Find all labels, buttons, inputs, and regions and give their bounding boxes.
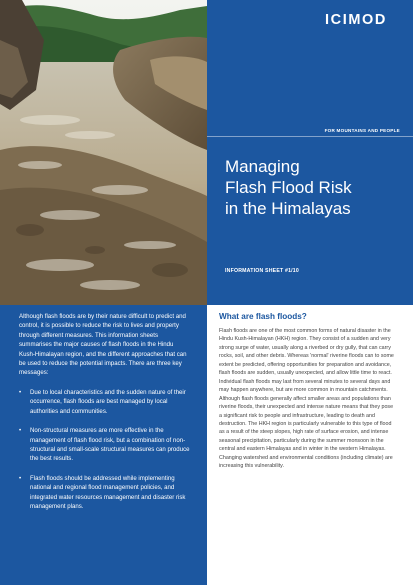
intro-paragraph: Although flash floods are by their nature difficult to predict and control, it is possible to reduce the risk to lives and property through different measures. This information sheets summarises the major causes of flash floods in the Hindu Kush-Himalayan region, and the different approaches that can be used to reduce the potential impacts. There are three key messages: xyxy=(19,313,187,377)
key-messages-list xyxy=(19,388,195,521)
title-line: in the Himalayas xyxy=(225,198,351,218)
cover-header xyxy=(207,0,413,305)
tagline: FOR MOUNTAINS AND PEOPLE xyxy=(324,128,400,133)
list-item-text: Non-structural measures are more effective in the management of flash flood risk, but a combination of non-structural and small-scale structural measures can produce the best results. xyxy=(30,427,190,463)
document-title xyxy=(225,157,405,219)
list-item xyxy=(19,388,195,416)
list-item-text: Due to local characteristics and the sudden nature of their occurrence, flash floods are best managed by local authorities and communities. xyxy=(30,389,186,415)
bullet-icon: • xyxy=(19,427,22,435)
key-messages-panel xyxy=(0,305,207,585)
header-divider xyxy=(207,136,413,137)
list-item xyxy=(19,474,195,512)
title-line: Managing xyxy=(225,157,300,176)
section-heading: What are flash floods? xyxy=(219,312,307,321)
bullet-icon: • xyxy=(19,389,22,396)
list-item-text: Flash floods should be addressed while implementing national and regional flood management policies, and integrated water resources management and disaster risk management plans. xyxy=(30,474,186,511)
list-item xyxy=(19,426,195,464)
section-body: Flash floods are one of the most common forms of natural disaster in the Hindu Kush-Himalayan (HKH) region. They consist of a sudden and very strong surge of water, usually along a riverbed or dry gully, that can carry rocks, soil, and other debris. Whereas 'normal' riverine floods can to some extent be predicted, offering opportunities for preparation and avoidance, flash floods are sudden, usually unexpected, and allow little time to react. Individual flash floods may last from several minutes to several days and may happen anywhere, but are more common in mountain catchments. Although flash floods generally affect smaller areas and populations than riverine floods, their unexpected and intense nature means that they pose a significant risk to people and infrastructure, leading to death and destruction. The HKH region is particularly vulnerable to this type of flood as a result of the steep slopes, high rate of surface erosion, and intense seasonal precipitation, particularly during the summer monsoon in the central and eastern Himalayas and in winter in the western Himalayas. Changing watershed and environmental conditions (including climate) are increasing this vulnerability. xyxy=(219,328,394,470)
bullet-icon: • xyxy=(19,474,22,482)
info-sheet-label: INFORMATION SHEET #1/10 xyxy=(225,268,299,274)
icimod-logo: ICIMOD xyxy=(325,12,387,28)
title-line: Flash Flood Risk xyxy=(225,177,352,197)
cover-photo-flood xyxy=(0,0,207,305)
